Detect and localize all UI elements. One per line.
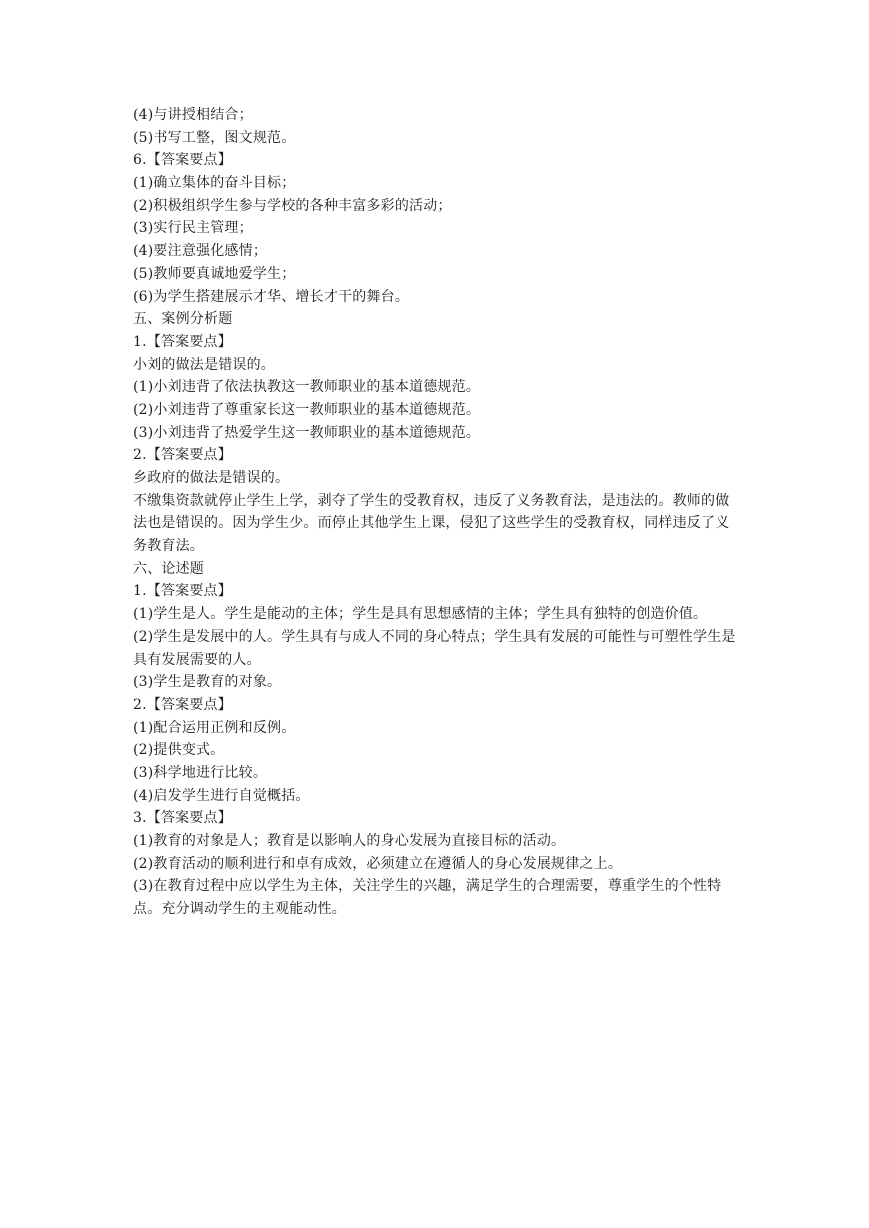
text-line: (1)教育的对象是人；教育是以影响人的身心发展为直接目标的活动。 — [133, 833, 566, 850]
text-line: (6)为学生搭建展示才华、增长才干的舞台。 — [133, 288, 410, 305]
section-heading: 1.【答案要点】 — [133, 333, 232, 350]
chapter-heading: 六、论述题 — [133, 560, 204, 577]
text-line: (1)配合运用正例和反例。 — [133, 719, 296, 736]
text-line: (5)教师要真诚地爱学生； — [133, 265, 296, 282]
section-heading: 2.【答案要点】 — [133, 447, 232, 464]
paragraph: (3)在教育过程中应以学生为主体，关注学生的兴趣，满足学生的合理需要，尊重学生的个性特点。充分调动学生的主观能动性。 — [133, 878, 722, 918]
text-line: (2)积极组织学生参与学校的各种丰富多彩的活动； — [133, 197, 452, 214]
section-heading: 3.【答案要点】 — [133, 810, 232, 827]
text-line: (1)确立集体的奋斗目标； — [133, 175, 296, 192]
document-page — [133, 104, 743, 921]
chapter-heading: 五、案例分析题 — [133, 311, 233, 328]
text-line: (3)实行民主管理； — [133, 220, 253, 237]
text-line: 乡政府的做法是错误的。 — [133, 470, 290, 486]
text-line: (2)教育活动的顺利进行和卓有成效，必须建立在遵循人的身心发展规律之上。 — [133, 855, 623, 872]
text-line: (1)小刘违背了依法执教这一教师职业的基本道德规范。 — [133, 379, 481, 396]
text-line: (1)学生是人。学生是能动的主体；学生是具有思想感情的主体；学生具有独特的创造价值。 — [133, 606, 708, 623]
text-line: (4)与讲授相结合； — [133, 107, 253, 123]
text-line: (3)学生是教育的对象。 — [133, 674, 282, 691]
section-heading: 6.【答案要点】 — [133, 152, 232, 169]
text-line: (4)启发学生进行自觉概括。 — [133, 787, 310, 804]
text-line: 小刘的做法是错误的。 — [133, 356, 275, 373]
section-heading: 1.【答案要点】 — [133, 583, 232, 600]
text-line: (2)小刘违背了尊重家长这一教师职业的基本道德规范。 — [133, 401, 481, 418]
paragraph: (2)学生是发展中的人。学生具有与成人不同的身心特点；学生具有发展的可能性与可塑性学生是具有发展需要的人。 — [133, 628, 736, 668]
text-line: (4)要注意强化感情； — [133, 243, 268, 260]
section-heading: 2.【答案要点】 — [133, 696, 232, 713]
text-line: (3)科学地进行比较。 — [133, 765, 268, 782]
text-line: (2)提供变式。 — [133, 742, 225, 759]
text-line: (5)书写工整，图文规范。 — [133, 129, 296, 146]
paragraph: 不缴集资款就停止学生上学，剥夺了学生的受教育权，违反了义务教育法，是违法的。教师的做法也是错误的。因为学生少。而停止其他学生上课，侵犯了这些学生的受教育权，同样违反了义务教育法。 — [133, 492, 730, 555]
text-line: (3)小刘违背了热爱学生这一教师职业的基本道德规范。 — [133, 424, 481, 441]
